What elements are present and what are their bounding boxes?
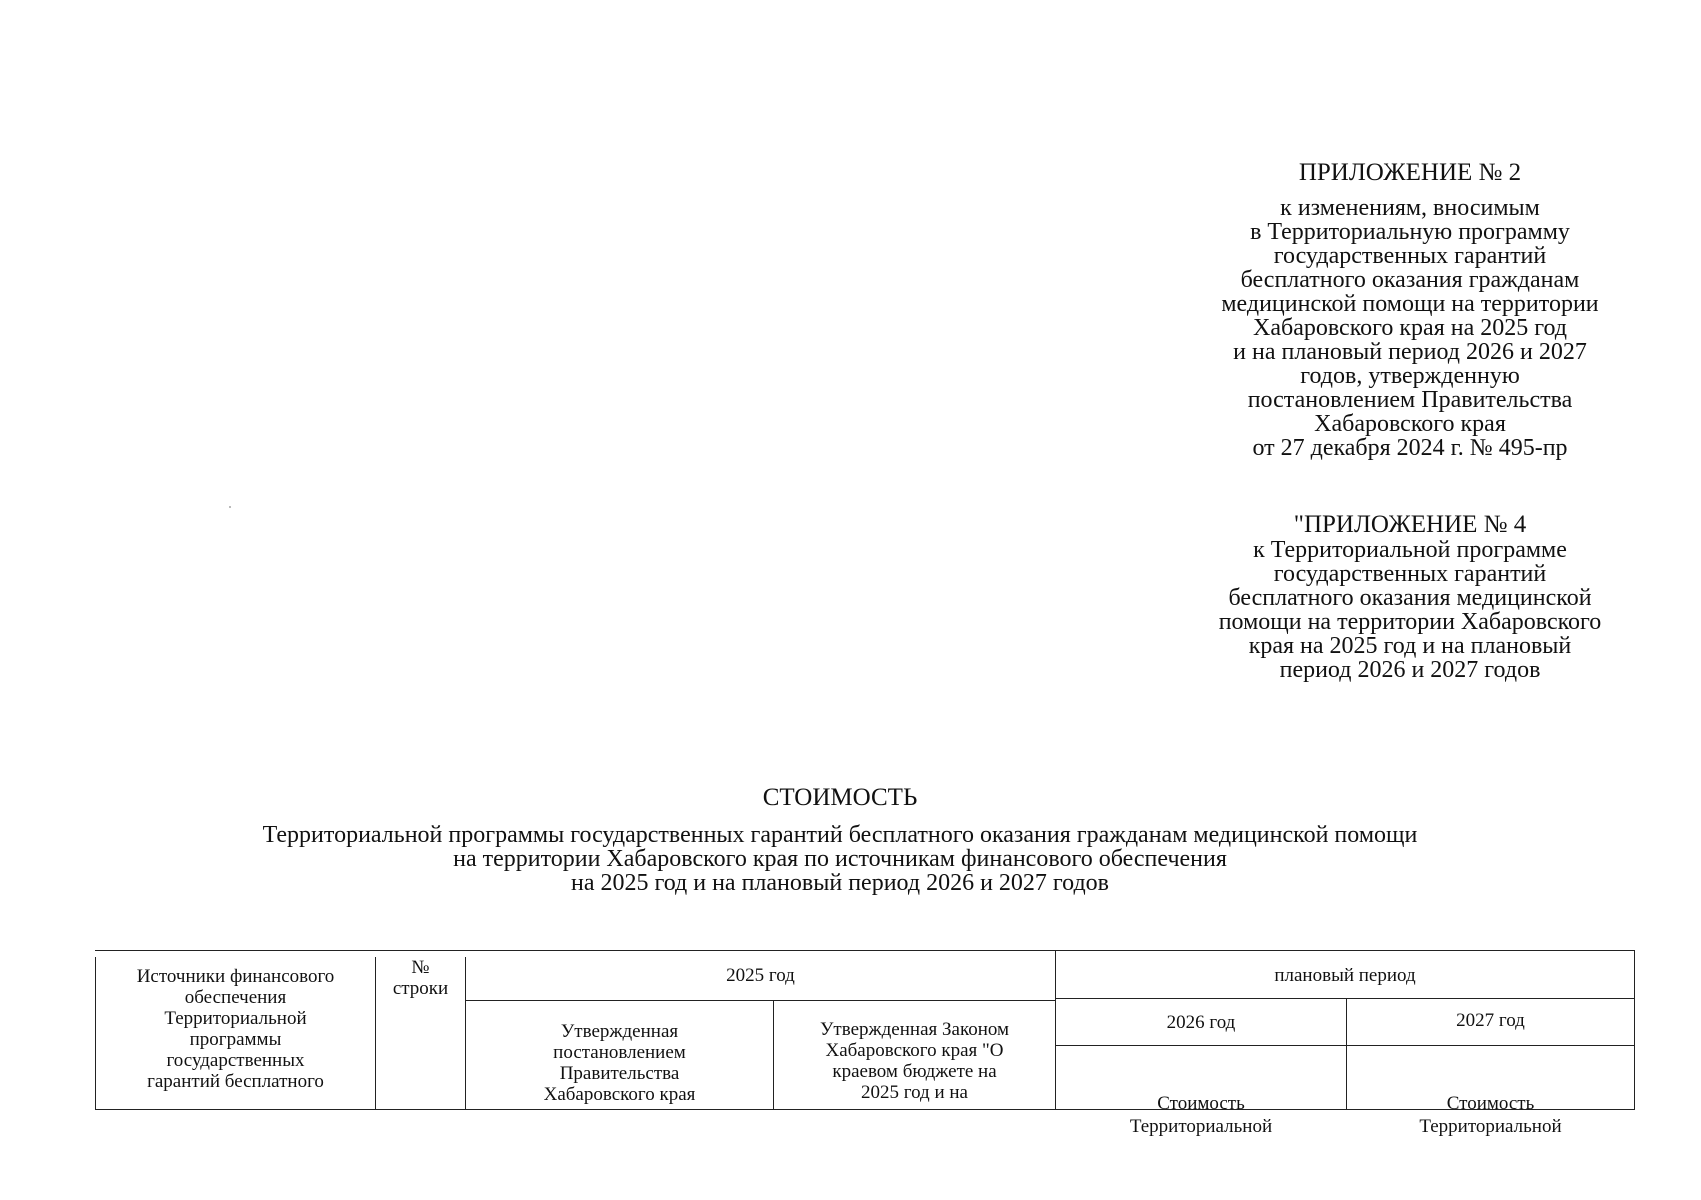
header-year-2026: [1056, 1012, 1346, 1042]
header-planned-period-label: плановый период: [1274, 965, 1416, 986]
appendix-4-line: помощи на территории Хабаровского: [1218, 609, 1602, 635]
header-approved-by-law-line: Хабаровского края "О: [825, 1040, 1004, 1061]
header-cost-2026: [1056, 1093, 1346, 1137]
header-row-number-line: строки: [392, 978, 449, 999]
header-funding-source-line: Источники финансового: [136, 966, 335, 987]
appendix-4-line: бесплатного оказания медицинской: [1228, 585, 1592, 611]
appendix-4-heading: "ПРИЛОЖЕНИЕ № 4: [1293, 511, 1527, 538]
header-row-number: [376, 957, 465, 1017]
appendix-2-block: [1170, 160, 1650, 460]
header-funding-source-line: гарантий бесплатного: [147, 1071, 324, 1092]
header-cost-2027-line: Территориальной: [1419, 1116, 1562, 1137]
appendix-2-line: к изменениям, вносимым: [1280, 195, 1540, 221]
header-year-2025: [466, 965, 1055, 995]
header-cost-2027-line: Стоимость: [1446, 1093, 1535, 1114]
appendix-2-line: постановлением Правительства: [1247, 387, 1573, 413]
appendix-4-line: период 2026 и 2027 годов: [1279, 657, 1541, 683]
appendix-4-block: [1170, 512, 1650, 682]
header-planned-period: [1056, 965, 1634, 995]
table-divider: [1055, 1045, 1635, 1046]
header-cost-2026-line: Стоимость: [1157, 1093, 1245, 1114]
appendix-2-heading: ПРИЛОЖЕНИЕ № 2: [1298, 159, 1522, 186]
appendix-2-line: бесплатного оказания гражданам: [1240, 267, 1580, 293]
document-subtitle-line: на 2025 год и на плановый период 2026 и 2027 годов: [570, 870, 1110, 896]
document-subtitle-line: Территориальной программы государственных гарантий бесплатного оказания гражданам медицинской помощи: [262, 822, 1418, 848]
header-approved-by-government-line: Утвержденная: [560, 1021, 679, 1042]
appendix-2-line: от 27 декабря 2024 г. № 495-пр: [1252, 435, 1568, 461]
header-year-2025-label: 2025 год: [726, 965, 795, 986]
appendix-2-line: государственных гарантий: [1273, 243, 1547, 269]
header-year-2026-label: 2026 год: [1166, 1012, 1236, 1033]
document-title-block: [140, 785, 1540, 895]
table-border-right: [1634, 950, 1635, 1109]
header-cost-2027: [1347, 1093, 1634, 1137]
header-approved-by-law-line: краевом бюджете на: [832, 1061, 997, 1082]
header-funding-source-line: Территориальной: [164, 1008, 307, 1029]
header-funding-source-line: программы: [189, 1029, 282, 1050]
appendix-4-line: края на 2025 год и на плановый: [1248, 633, 1572, 659]
header-approved-by-government-line: Хабаровского края: [543, 1084, 696, 1105]
document-title: СТОИМОСТЬ: [762, 784, 918, 811]
appendix-2-line: Хабаровского края на 2025 год: [1253, 315, 1567, 341]
header-approved-by-government-line: Правительства: [559, 1063, 680, 1084]
header-approved-by-law-line: Утвержденная Законом: [819, 1019, 1010, 1040]
table-border-top: [95, 950, 1635, 951]
header-year-2027: [1347, 1010, 1634, 1040]
appendix-4-line: к Территориальной программе: [1253, 537, 1567, 563]
header-approved-by-government-line: постановлением: [553, 1042, 686, 1063]
table-divider: [1055, 998, 1635, 999]
appendix-2-line: и на плановый период 2026 и 2027: [1233, 339, 1587, 365]
header-funding-source-line: государственных: [166, 1050, 305, 1071]
appendix-4-line: государственных гарантий: [1273, 561, 1547, 587]
header-funding-source-line: обеспечения: [184, 987, 287, 1008]
header-approved-by-government: [466, 1021, 773, 1108]
appendix-2-line: годов, утвержденную: [1300, 363, 1520, 389]
header-funding-source: [96, 966, 375, 1108]
header-cost-2026-line: Территориальной: [1129, 1116, 1273, 1137]
document-subtitle-line: на территории Хабаровского края по источникам финансового обеспечения: [453, 846, 1227, 872]
table-divider: [465, 1000, 1055, 1001]
header-approved-by-law-line: 2025 год и на: [861, 1082, 968, 1103]
header-approved-by-law: [774, 1019, 1055, 1108]
appendix-2-line: в Территориальную программу: [1250, 219, 1570, 245]
header-row-number-line: №: [411, 957, 430, 978]
appendix-2-line: Хабаровского края: [1314, 411, 1506, 437]
header-year-2027-label: 2027 год: [1456, 1010, 1525, 1031]
scan-speck: [229, 506, 231, 508]
appendix-2-line: медицинской помощи на территории: [1221, 291, 1599, 317]
